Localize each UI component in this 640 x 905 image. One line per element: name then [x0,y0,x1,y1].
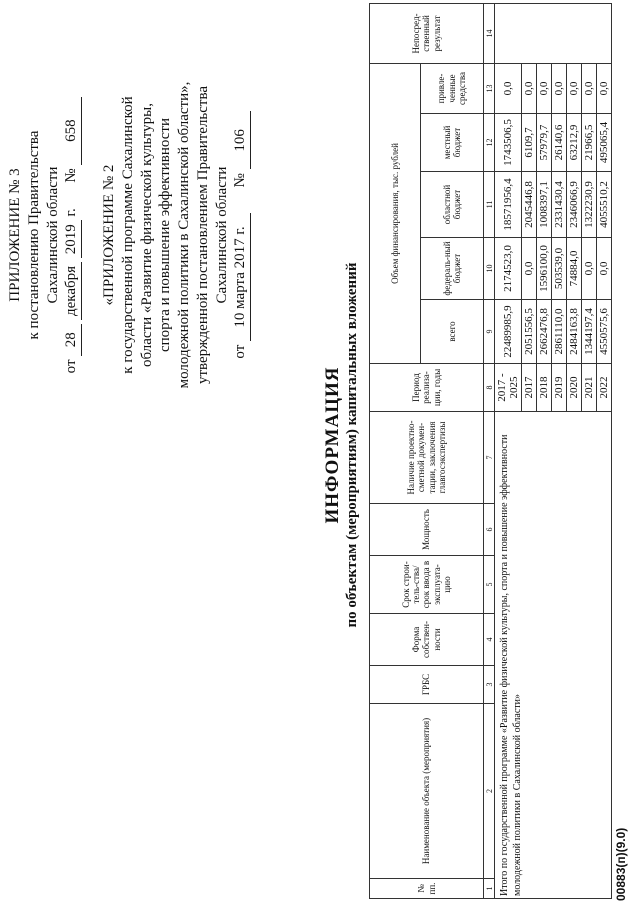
row-local: 1743506,5 [495,114,522,172]
header-grbs: ГРБС [370,666,484,704]
colnum-4: 4 [484,614,495,666]
prev-appendix-line-5: утвержденной постановлением Правительства [194,85,211,385]
prev-appendix-date: 10 марта 2017 г. [231,213,251,341]
colnum-6: 6 [484,504,495,556]
row-local: 26140,6 [552,114,567,172]
row-federal: 74884,0 [567,238,582,300]
row-federal: 0,0 [522,238,537,300]
row-regional: 18571956,4 [495,172,522,238]
row-regional: 4055510,2 [597,172,612,238]
prev-appendix-line-1: к государственной программе Сахалинской [119,96,136,374]
row-total: 1344197,4 [582,300,597,364]
colnum-1: 1 [484,879,495,899]
row-regional: 2045446,8 [522,172,537,238]
row-attracted: 0,0 [552,63,567,113]
row-federal: 0,0 [597,238,612,300]
colnum-3: 3 [484,666,495,704]
colnum-2: 2 [484,704,495,879]
row-local: 57979,7 [537,114,552,172]
colnum-9: 9 [484,300,495,364]
header-total: всего [421,300,484,364]
appendix-line-1: к постановлению Правительства [25,130,42,340]
row-period: 2021 [582,364,597,412]
row-period: 2020 [567,364,582,412]
row-attracted: 0,0 [582,63,597,113]
row-regional: 1008397,1 [537,172,552,238]
header-local: местный бюджет [421,114,484,172]
prev-appendix-title: «ПРИЛОЖЕНИЕ № 2 [101,164,117,306]
colnum-8: 8 [484,364,495,412]
row-local: 6109,7 [522,114,537,172]
header-psd: Наличие проектно-сметной докумен-тации, заключения главгосэкспертизы [370,412,484,504]
appendix-date-year: 2019 [62,220,82,258]
header-federal: федераль-ный бюджет [421,238,484,300]
prev-appendix-date-line [231,35,251,435]
prev-appendix-line-3: спорта и повышение эффективности [157,117,174,353]
row-period: 2017 [522,364,537,412]
colnum-14: 14 [484,3,495,63]
row-total: 2662476,8 [537,300,552,364]
row-period: 2022 [597,364,612,412]
appendix-number-prefix: № [63,168,80,183]
row-local: 63212,9 [567,114,582,172]
colnum-7: 7 [484,412,495,504]
capital-investments-table [369,3,612,899]
colnum-11: 11 [484,172,495,238]
colnum-10: 10 [484,238,495,300]
table-row [495,3,522,898]
footer-doc-code: 00883(п)(9.0) [614,827,628,901]
row-period: 2018 [537,364,552,412]
row-federal: 1596100,0 [537,238,552,300]
appendix-header [6,35,251,435]
colnum-12: 12 [484,114,495,172]
row-federal: 2174523,0 [495,238,522,300]
header-capacity: Мощность [370,504,484,556]
appendix-date-line [62,35,82,435]
appendix-from-prefix: от [63,359,80,374]
prev-appendix-from-prefix: от [232,344,249,359]
summary-label: Итого по государственной программе «Развитие физической культуры, спорта и повышение эффективности молодежной политики в Сахалинской области» [495,412,612,899]
header-ownership: Форма собствен-ности [370,614,484,666]
colnum-5: 5 [484,556,495,614]
row-total: 22489985,9 [495,300,522,364]
colnum-13: 13 [484,63,495,113]
prev-appendix-line-6: Сахалинской области [213,166,230,304]
row-period: 2017 - 2025 [495,364,522,412]
column-number-row [484,3,495,898]
row-attracted: 0,0 [495,63,522,113]
appendix-number: 658 [62,97,82,165]
prev-appendix-number: 106 [231,111,251,169]
row-attracted: 0,0 [567,63,582,113]
title-main: ИНФОРМАЦИЯ [322,366,343,524]
row-regional: 2331430,4 [552,172,567,238]
prev-appendix-line-2: области «Развитие физической культуры, [138,103,155,368]
header-name: Наименование объекта (мероприятия) [370,704,484,879]
appendix-date-month: декабря [62,262,82,320]
header-row-1 [370,3,421,898]
appendix-title: ПРИЛОЖЕНИЕ № 3 [7,168,23,302]
row-total: 4550575,6 [597,300,612,364]
row-total: 2861110,0 [552,300,567,364]
row-total: 2051556,5 [522,300,537,364]
row-attracted: 0,0 [597,63,612,113]
header-funding-group: Объем финансирования, тыс. рублей [370,63,421,363]
row-attracted: 0,0 [522,63,537,113]
header-no: № пп. [370,879,484,899]
appendix-date-day: 28 [62,324,82,356]
document-title [322,125,361,765]
row-attracted: 0,0 [537,63,552,113]
header-deadline: Срок строи-тель-ства/срок ввода в эксплуата-цию [370,556,484,614]
prev-appendix-line-4: молодежной политики в Сахалинской области», [176,81,192,389]
row-federal: 0,0 [582,238,597,300]
appendix-line-2: Сахалинской области [44,166,61,304]
row-regional: 2346066,9 [567,172,582,238]
row-period: 2019 [552,364,567,412]
appendix-year-suffix: г. [63,208,80,217]
header-attracted: привле-ченные средства [421,63,484,113]
row-local: 495065,4 [597,114,612,172]
result-cell [495,3,612,63]
header-result: Непосред-ственный результат [370,3,484,63]
title-sub: по объектам (мероприятиям) капитальных вложений [344,262,360,628]
header-regional: областной бюджет [421,172,484,238]
row-regional: 1322230,9 [582,172,597,238]
row-federal: 503539,0 [552,238,567,300]
header-period: Период реализа-ции, годы [370,364,484,412]
row-local: 21966,5 [582,114,597,172]
row-total: 2484163,8 [567,300,582,364]
prev-appendix-number-prefix: № [232,173,249,188]
